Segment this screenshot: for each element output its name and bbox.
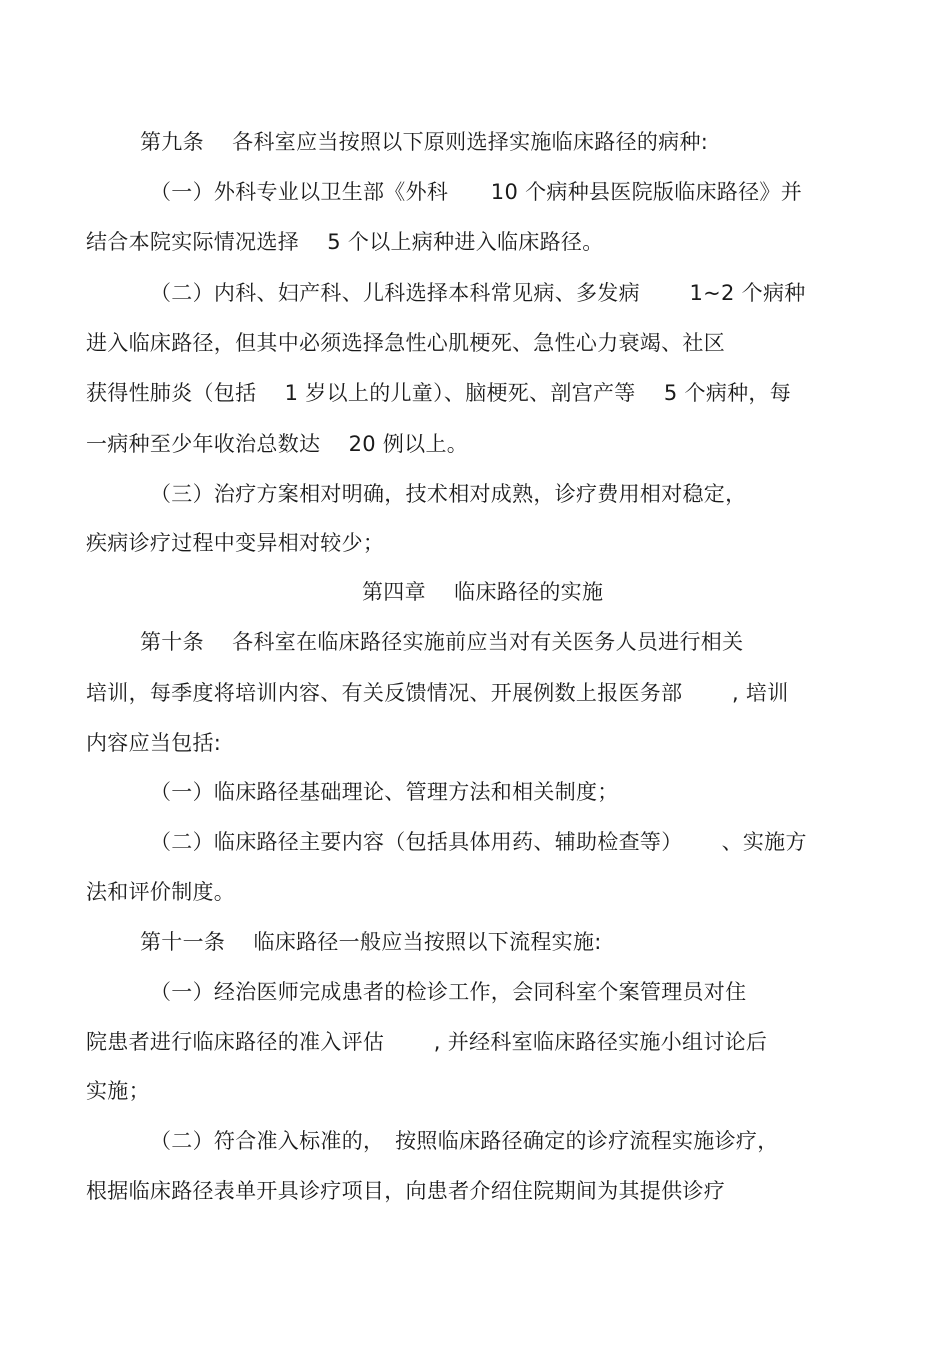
paragraph-line: （二）符合准入标准的， 按照临床路径确定的诊疗流程实施诊疗，	[150, 1129, 779, 1153]
paragraph-line: 一病种至少年收治总数达 20 例以上。	[86, 432, 469, 456]
paragraph-line: （一）经治医师完成患者的检诊工作，会同科室个案管理员对住	[150, 980, 747, 1004]
article-9-heading: 第九条 各科室应当按照以下原则选择实施临床路径的病种:	[140, 130, 709, 154]
paragraph-line: 疾病诊疗过程中变异相对较少；	[86, 531, 385, 555]
paragraph-line: 获得性肺炎（包括 1 岁以上的儿童）、脑梗死、剖宫产等 5 个病种，每	[86, 381, 792, 405]
paragraph-line: （二）内科、妇产科、儿科选择本科常见病、多发病 1~2 个病种	[150, 281, 806, 305]
paragraph-line: （三）治疗方案相对明确，技术相对成熟，诊疗费用相对稳定，	[150, 482, 747, 506]
paragraph-line: 根据临床路径表单开具诊疗项目，向患者介绍住院期间为其提供诊疗	[86, 1179, 725, 1203]
chapter-4-heading: 第四章 临床路径的实施	[362, 580, 604, 604]
paragraph-line: 结合本院实际情况选择 5 个以上病种进入临床路径。	[86, 230, 604, 254]
article-10-heading: 第十条 各科室在临床路径实施前应当对有关医务人员进行相关	[140, 630, 744, 654]
paragraph-line: 进入临床路径，但其中必须选择急性心肌梗死、急性心力衰竭、社区	[86, 331, 725, 355]
paragraph-line: 法和评价制度。	[86, 880, 236, 904]
article-11-heading: 第十一条 临床路径一般应当按照以下流程实施:	[140, 930, 602, 954]
paragraph-line: （一）临床路径基础理论、管理方法和相关制度；	[150, 780, 619, 804]
paragraph-line: 培训，每季度将培训内容、有关反馈情况、开展例数上报医务部 , 培训	[86, 681, 789, 705]
paragraph-line: 院患者进行临床路径的准入评估 , 并经科室临床路径实施小组讨论后	[86, 1030, 768, 1054]
paragraph-line: （一）外科专业以卫生部《外科 10 个病种县医院版临床路径》并	[150, 180, 802, 204]
paragraph-line: 实施；	[86, 1079, 150, 1103]
paragraph-line: 内容应当包括:	[86, 731, 222, 755]
paragraph-line: （二）临床路径主要内容（包括具体用药、辅助检查等） 、实施方	[150, 830, 807, 854]
